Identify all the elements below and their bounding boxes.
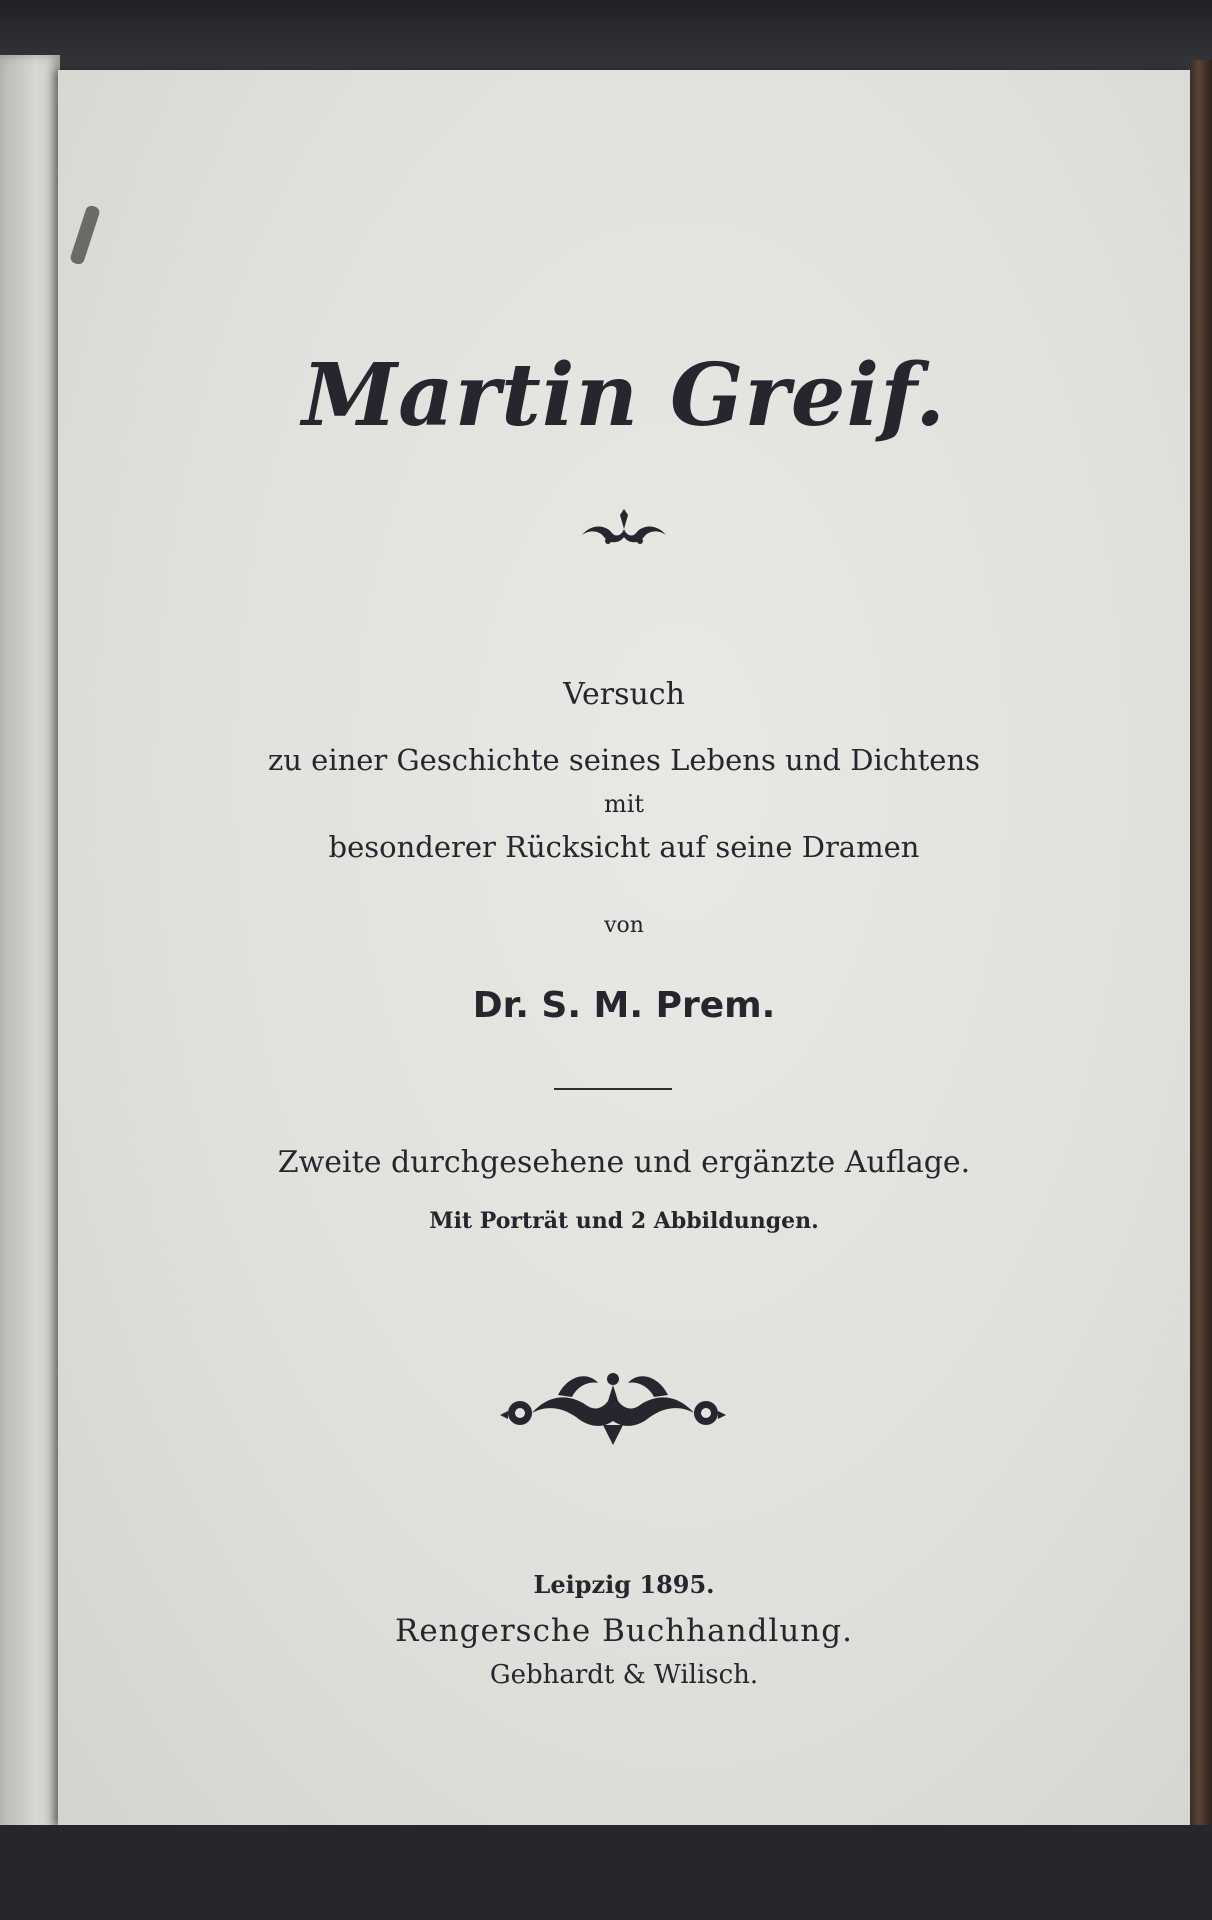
scan-background-bottom [0,1825,1212,1920]
subtitle-line-4: besonderer Rücksicht auf seine Dramen [328,830,920,864]
book-cover-edge [1190,60,1212,1840]
ink-smudge [69,204,101,265]
fleuron-ornament-icon [578,505,670,549]
edition-statement: Zweite durchgesehene und ergänzte Auflage. [277,1145,971,1180]
subtitle-line-2: zu einer Geschichte seines Lebens und Dichtens [267,743,981,777]
subtitle-line-3: mit [603,790,645,818]
facing-page-edge [0,55,60,1840]
griffin-vignette-icon [498,1365,728,1450]
place-and-year: Leipzig 1895. [533,1570,715,1599]
publisher-firm: Gebhardt & Wilisch. [489,1660,759,1690]
subtitle-versuch: Versuch [563,677,685,712]
publisher-name: Rengersche Buchhandlung. [395,1613,853,1649]
by-line: von [604,913,644,938]
scan-background-top [0,0,1212,70]
divider-rule [554,1088,672,1090]
author-name: Dr. S. M. Prem. [472,985,776,1026]
title-page [58,70,1190,1825]
book-title: Martin Greif. [301,345,947,446]
illustrations-note: Mit Porträt und 2 Abbildungen. [429,1208,819,1234]
